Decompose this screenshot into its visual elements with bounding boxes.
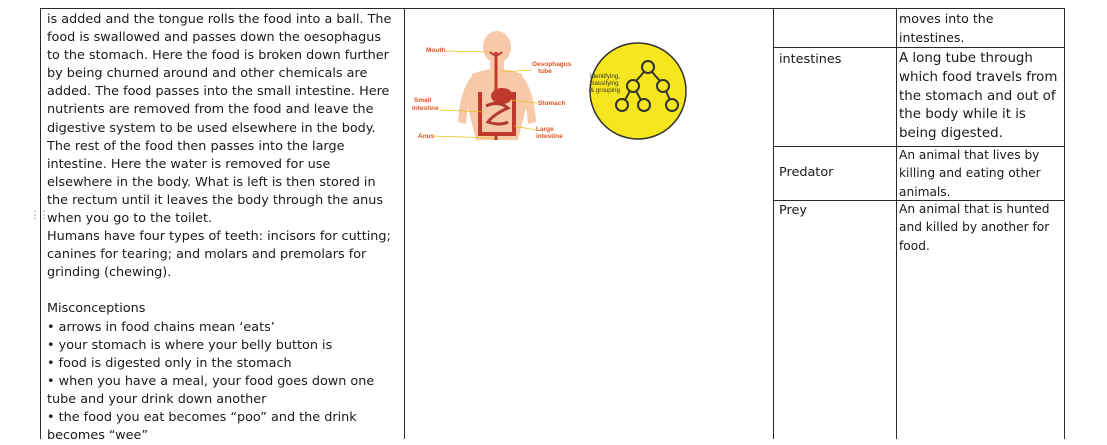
misconception-item: • the food you eat becomes “poo” and the drink becomes “wee” xyxy=(47,409,357,444)
column-divider xyxy=(896,9,897,439)
misconception-item: • food is digested only in the stomach xyxy=(47,355,292,371)
svg-text:& grouping: & grouping xyxy=(590,87,620,94)
mouth-label: Mouth xyxy=(426,47,446,54)
column-divider xyxy=(404,9,405,439)
glossary-term: intestines xyxy=(779,52,842,67)
teeth-paragraph: Humans have four types of teeth: incisors for cutting; canines for tearing; and molars and premolars for grinding (chewing). xyxy=(47,229,391,281)
glossary-definition: An animal that lives by killing and eating other animals. xyxy=(899,148,1041,199)
row-divider xyxy=(773,47,1064,48)
misconception-item: • your stomach is where your belly button is xyxy=(47,337,333,353)
digestive-system-diagram xyxy=(410,30,580,142)
glossary-definition: An animal that is hunted and killed by another for food. xyxy=(899,202,1050,253)
glossary-definition: moves into the intestines. xyxy=(899,11,994,45)
column-divider xyxy=(773,9,774,439)
identifying-classifying-badge xyxy=(588,41,688,141)
svg-text:classifying: classifying xyxy=(590,80,619,87)
digestion-text-cell xyxy=(47,11,397,445)
misconception-item: • arrows in food chains mean ‘eats’ xyxy=(47,319,275,335)
large-intestine-label: Large intestine xyxy=(536,126,563,140)
misconceptions-heading: Misconceptions xyxy=(47,301,146,317)
digestion-paragraph: is added and the tongue rolls the food into a ball. The food is swallowed and passes down the oesophagus to the stomach. Here the food is broken down further by being churned around and other chemicals are added. The food passes into the small intestine. Here nutrients are removed from the food and leave the digestive system to be used elsewhere in the body. The rest of the food then passes into the large intestine. Here the water is removed for use elsewhere in the body. What is left is then stored in the rectum until it leaves the body through the anus when you go to the toilet. xyxy=(47,12,392,227)
svg-text:Identifying,: Identifying, xyxy=(590,73,620,80)
misconception-item: • when you have a meal, your food goes down one tube and your drink down another xyxy=(47,373,375,407)
glossary-definition: A long tube through which food travels from the stomach and out of the body while it is being digested. xyxy=(899,51,1058,142)
badge-label xyxy=(590,73,620,94)
glossary-term: Predator xyxy=(779,165,834,180)
small-intestine-label: Small intestine xyxy=(412,97,439,112)
drag-handle-icon[interactable]: ⋮⋮ xyxy=(30,210,48,221)
oesophagus-label: Oesophagus tube xyxy=(532,61,572,75)
glossary-term: Prey xyxy=(779,203,807,218)
stomach-label: Stomach xyxy=(538,100,566,107)
anus-label: Anus xyxy=(418,133,435,140)
